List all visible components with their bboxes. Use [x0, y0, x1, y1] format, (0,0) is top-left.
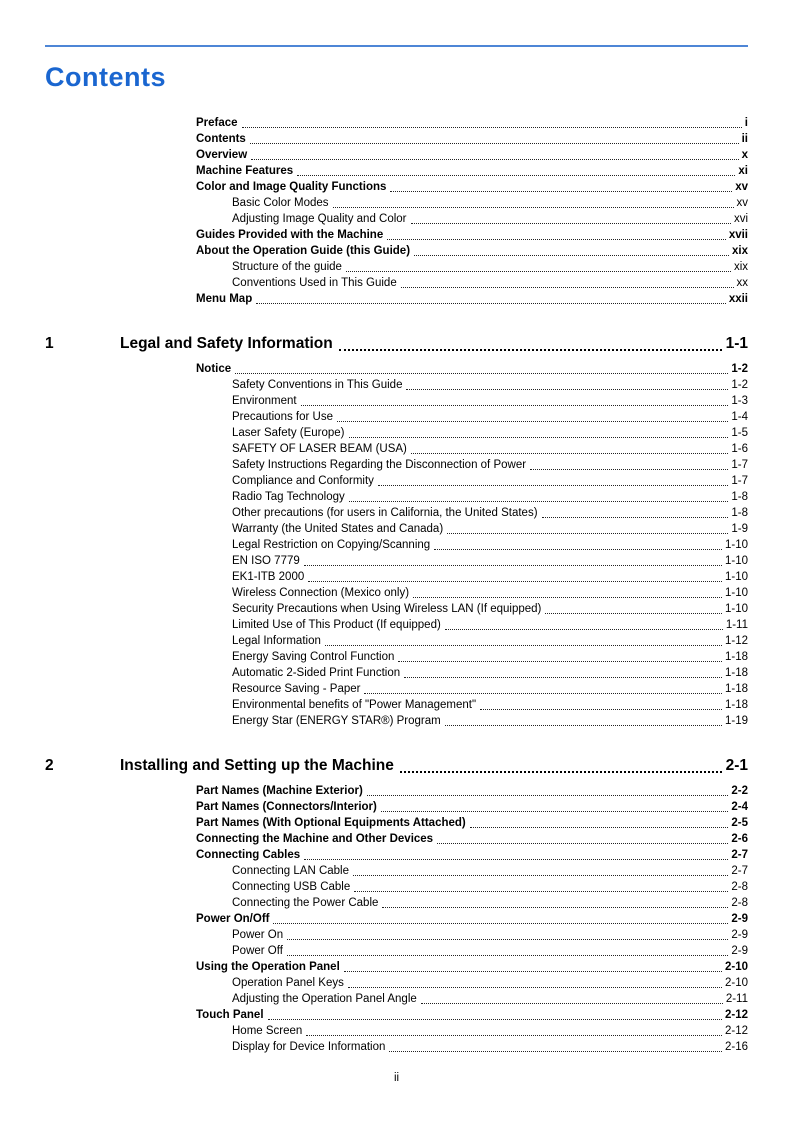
toc-page-number: i [744, 117, 748, 129]
toc-entry[interactable] [45, 441, 748, 457]
toc-page-number: xv [735, 181, 748, 193]
toc-entry-label: Security Precautions when Using Wireless LAN (If equipped) [232, 603, 542, 615]
leader-dots [398, 661, 722, 662]
toc-entry-label: About the Operation Guide (this Guide) [196, 245, 411, 257]
leader-dots [287, 955, 728, 956]
toc-page-number: xxii [728, 293, 748, 305]
leader-dots [301, 405, 729, 406]
toc-entry[interactable] [45, 713, 748, 729]
leader-dots [273, 923, 728, 924]
toc-entry[interactable] [45, 1039, 748, 1055]
toc-entry-label: Menu Map [196, 293, 253, 305]
toc-page-number: 2-4 [731, 801, 748, 813]
leader-dots [348, 987, 722, 988]
toc-entry[interactable] [45, 863, 748, 879]
toc-entry[interactable] [45, 115, 748, 131]
toc-page-number: 2-10 [724, 977, 748, 989]
toc-entry[interactable] [45, 1007, 748, 1023]
leader-dots [367, 795, 729, 796]
toc-page-number: xvi [733, 213, 748, 225]
toc-section [45, 333, 748, 729]
toc-page-number: 1-7 [731, 459, 748, 471]
leader-dots [437, 843, 728, 844]
toc-page-number: 2-9 [731, 929, 748, 941]
toc-entry[interactable] [45, 457, 748, 473]
toc-entry-label: Laser Safety (Europe) [232, 427, 345, 439]
toc-entry[interactable] [45, 927, 748, 943]
toc-entry[interactable] [45, 585, 748, 601]
toc-page-number: 2-7 [731, 865, 748, 877]
toc-entry[interactable] [45, 291, 748, 307]
toc-entry[interactable] [45, 943, 748, 959]
toc-page-number: 1-8 [731, 491, 748, 503]
toc-page-number: 1-18 [724, 651, 748, 663]
leader-dots [545, 613, 722, 614]
toc-page-number: 1-9 [731, 523, 748, 535]
toc-entry[interactable] [45, 783, 748, 799]
toc-entry-label: Connecting the Machine and Other Devices [196, 833, 434, 845]
toc-entry[interactable] [45, 147, 748, 163]
leader-dots [297, 175, 735, 176]
leader-dots [339, 349, 722, 351]
leader-dots [304, 859, 728, 860]
toc-entry-label: Power On [232, 929, 284, 941]
toc-page-number: 1-6 [731, 443, 748, 455]
leader-dots [346, 271, 731, 272]
toc-page-number: xvii [728, 229, 748, 241]
toc-entry[interactable] [45, 377, 748, 393]
toc-entry[interactable] [45, 473, 748, 489]
toc-page-number: 2-5 [731, 817, 748, 829]
toc-entry[interactable] [45, 409, 748, 425]
toc-entry-label: Compliance and Conformity [232, 475, 374, 487]
leader-dots [401, 287, 734, 288]
toc-entry-label: Preface [196, 117, 238, 129]
toc-page-number: 2-12 [724, 1009, 748, 1021]
toc-entry-label: Legal Information [232, 635, 321, 647]
toc-entry[interactable] [45, 131, 748, 147]
leader-dots [242, 127, 742, 128]
toc-page-number: 1-10 [724, 603, 748, 615]
leader-dots [354, 891, 728, 892]
leader-dots [353, 875, 728, 876]
leader-dots [411, 223, 731, 224]
toc-entry-label: Precautions for Use [232, 411, 333, 423]
leader-dots [480, 709, 722, 710]
toc-entry-label: Warranty (the United States and Canada) [232, 523, 444, 535]
toc-page-number: 2-7 [731, 849, 748, 861]
toc-page-number: xix [732, 245, 748, 257]
toc-entry[interactable] [45, 879, 748, 895]
toc-page-number: 2-8 [731, 897, 748, 909]
toc-entry[interactable] [45, 959, 748, 975]
toc-entry-label: Overview [196, 149, 248, 161]
toc-page-number: 2-12 [724, 1025, 748, 1037]
leader-dots [411, 453, 728, 454]
leader-dots [530, 469, 728, 470]
toc-entry[interactable] [45, 991, 748, 1007]
toc-entry[interactable] [45, 975, 748, 991]
toc-page-number: 2-10 [724, 961, 748, 973]
toc-entry-label: EK1-ITB 2000 [232, 571, 305, 583]
toc-page-number: 2-8 [731, 881, 748, 893]
toc-page-number: 1-19 [724, 715, 748, 727]
toc-page-number: 2-9 [731, 945, 748, 957]
toc-entry-label: Legal Restriction on Copying/Scanning [232, 539, 431, 551]
toc-entry[interactable] [45, 815, 748, 831]
toc-entry-label: Safety Instructions Regarding the Disconnection of Power [232, 459, 527, 471]
toc-entry[interactable] [45, 895, 748, 911]
toc-entry-label: Power Off [232, 945, 283, 957]
toc-entry[interactable] [45, 227, 748, 243]
toc-entry[interactable] [45, 275, 748, 291]
toc-entry[interactable] [45, 681, 748, 697]
toc-page-number: 1-2 [731, 363, 748, 375]
toc-entry-label: Adjusting the Operation Panel Angle [232, 993, 417, 1005]
toc-page-number: x [741, 149, 748, 161]
toc-entry[interactable] [45, 489, 748, 505]
toc-entry-label: SAFETY OF LASER BEAM (USA) [232, 443, 407, 455]
toc-entry-label: Safety Conventions in This Guide [232, 379, 403, 391]
toc-entry[interactable] [45, 361, 748, 377]
chapter-title: Installing and Setting up the Machine [120, 757, 394, 774]
toc-entry-label: Connecting Cables [196, 849, 301, 861]
toc-entry[interactable] [45, 243, 748, 259]
toc-page-number: 1-10 [724, 571, 748, 583]
toc-entry-label: Other precautions (for users in California, the United States) [232, 507, 538, 519]
toc-entry[interactable] [45, 553, 748, 569]
leader-dots [406, 389, 728, 390]
toc-entry-label: Environment [232, 395, 297, 407]
leader-dots [251, 159, 738, 160]
toc-page-number: 1-18 [724, 683, 748, 695]
toc [45, 115, 748, 1055]
chapter-heading[interactable] [45, 333, 748, 355]
toc-entry-label: Guides Provided with the Machine [196, 229, 384, 241]
toc-entry[interactable] [45, 697, 748, 713]
toc-entry-label: Touch Panel [196, 1009, 264, 1021]
toc-entry[interactable] [45, 259, 748, 275]
toc-entry-label: Using the Operation Panel [196, 961, 340, 973]
leader-dots [308, 581, 722, 582]
chapter-number: 2 [45, 757, 54, 774]
leader-dots [542, 517, 729, 518]
toc-page-number: xx [736, 277, 748, 289]
chapter-heading[interactable] [45, 755, 748, 777]
toc-entry[interactable] [45, 425, 748, 441]
leader-dots [447, 533, 728, 534]
top-rule [45, 45, 748, 47]
leader-dots [382, 907, 728, 908]
toc-page-number: 2-6 [731, 833, 748, 845]
chapter-title: Legal and Safety Information [120, 335, 333, 352]
leader-dots [381, 811, 729, 812]
leader-dots [421, 1003, 723, 1004]
toc-entry[interactable] [45, 179, 748, 195]
toc-section [45, 115, 748, 307]
toc-entry-label: Resource Saving - Paper [232, 683, 361, 695]
toc-page-number: xix [733, 261, 748, 273]
toc-page-number: 2-11 [725, 993, 748, 1005]
toc-page-number: 1-18 [724, 667, 748, 679]
leader-dots [256, 303, 726, 304]
chapter-page-number: 1-1 [725, 335, 748, 352]
toc-entry[interactable] [45, 1023, 748, 1039]
toc-entry[interactable] [45, 569, 748, 585]
toc-entry-label: Structure of the guide [232, 261, 342, 273]
leader-dots [337, 421, 728, 422]
leader-dots [304, 565, 722, 566]
toc-page-number: 2-16 [724, 1041, 748, 1053]
toc-page-number: 1-7 [731, 475, 748, 487]
leader-dots [413, 597, 722, 598]
toc-entry[interactable] [45, 163, 748, 179]
leader-dots [445, 629, 723, 630]
toc-entry[interactable] [45, 633, 748, 649]
leader-dots [387, 239, 726, 240]
toc-page-number: 1-18 [724, 699, 748, 711]
leader-dots [378, 485, 728, 486]
page-title: Contents [45, 62, 166, 92]
toc-page-number: 1-10 [724, 539, 748, 551]
toc-entry[interactable] [45, 211, 748, 227]
leader-dots [404, 677, 722, 678]
toc-entry[interactable] [45, 393, 748, 409]
leader-dots [400, 771, 722, 773]
toc-entry[interactable] [45, 799, 748, 815]
toc-entry-label: Conventions Used in This Guide [232, 277, 397, 289]
toc-page-number: xi [738, 165, 748, 177]
toc-page-number: 1-10 [724, 555, 748, 567]
toc-entry-label: Part Names (Connectors/Interior) [196, 801, 377, 813]
toc-entry[interactable] [45, 665, 748, 681]
toc-page-number: 2-2 [731, 785, 748, 797]
toc-entry-label: Display for Device Information [232, 1041, 386, 1053]
toc-entry-label: Power On/Off [196, 913, 270, 925]
leader-dots [306, 1035, 722, 1036]
leader-dots [434, 549, 722, 550]
toc-page-number: 1-2 [731, 379, 748, 391]
toc-entry-label: Environmental benefits of "Power Management" [232, 699, 477, 711]
toc-entry-label: Connecting LAN Cable [232, 865, 349, 877]
toc-page-number: 2-9 [731, 913, 748, 925]
leader-dots [287, 939, 728, 940]
footer-page-number: ii [393, 1072, 400, 1084]
toc-entry-label: Energy Star (ENERGY STAR®) Program [232, 715, 441, 727]
toc-entry[interactable] [45, 831, 748, 847]
toc-page-number: 1-4 [731, 411, 748, 423]
leader-dots [445, 725, 722, 726]
toc-page-number: 1-12 [724, 635, 748, 647]
toc-page-number: 1-5 [731, 427, 748, 439]
toc-page-number: 1-8 [731, 507, 748, 519]
leader-dots [349, 437, 729, 438]
toc-entry-label: Part Names (With Optional Equipments Attached) [196, 817, 466, 829]
toc-entry-label: EN ISO 7779 [232, 555, 300, 567]
toc-entry[interactable] [45, 601, 748, 617]
leader-dots [235, 373, 728, 374]
toc-entry[interactable] [45, 505, 748, 521]
toc-entry[interactable] [45, 911, 748, 927]
toc-entry-label: Wireless Connection (Mexico only) [232, 587, 410, 599]
toc-entry-label: Adjusting Image Quality and Color [232, 213, 407, 225]
toc-entry-label: Connecting USB Cable [232, 881, 351, 893]
leader-dots [250, 143, 739, 144]
toc-entry-label: Color and Image Quality Functions [196, 181, 387, 193]
toc-entry-label: Limited Use of This Product (If equipped) [232, 619, 441, 631]
leader-dots [333, 207, 734, 208]
leader-dots [325, 645, 722, 646]
toc-entry[interactable] [45, 649, 748, 665]
leader-dots [349, 501, 729, 502]
toc-entry-label: Connecting the Power Cable [232, 897, 379, 909]
toc-entry[interactable] [45, 537, 748, 553]
toc-entry-label: Notice [196, 363, 232, 375]
toc-section [45, 755, 748, 1055]
leader-dots [390, 191, 732, 192]
toc-entry-label: Machine Features [196, 165, 294, 177]
toc-page-number: 1-11 [725, 619, 748, 631]
leader-dots [414, 255, 729, 256]
toc-entry-label: Radio Tag Technology [232, 491, 345, 503]
leader-dots [364, 693, 721, 694]
toc-entry[interactable] [45, 847, 748, 863]
toc-entry-label: Basic Color Modes [232, 197, 329, 209]
toc-entry[interactable] [45, 617, 748, 633]
leader-dots [389, 1051, 722, 1052]
toc-page-number: 1-3 [731, 395, 748, 407]
toc-entry[interactable] [45, 521, 748, 537]
chapter-number: 1 [45, 335, 54, 352]
toc-page-number: xv [736, 197, 748, 209]
toc-entry-label: Contents [196, 133, 246, 145]
toc-entry-label: Part Names (Machine Exterior) [196, 785, 363, 797]
leader-dots [344, 971, 722, 972]
leader-dots [470, 827, 729, 828]
toc-entry-label: Home Screen [232, 1025, 303, 1037]
toc-entry-label: Operation Panel Keys [232, 977, 344, 989]
toc-entry[interactable] [45, 195, 748, 211]
toc-page-number: ii [741, 133, 748, 145]
chapter-page-number: 2-1 [725, 757, 748, 774]
toc-entry-label: Automatic 2-Sided Print Function [232, 667, 401, 679]
toc-entry-label: Energy Saving Control Function [232, 651, 395, 663]
leader-dots [268, 1019, 722, 1020]
toc-page-number: 1-10 [724, 587, 748, 599]
